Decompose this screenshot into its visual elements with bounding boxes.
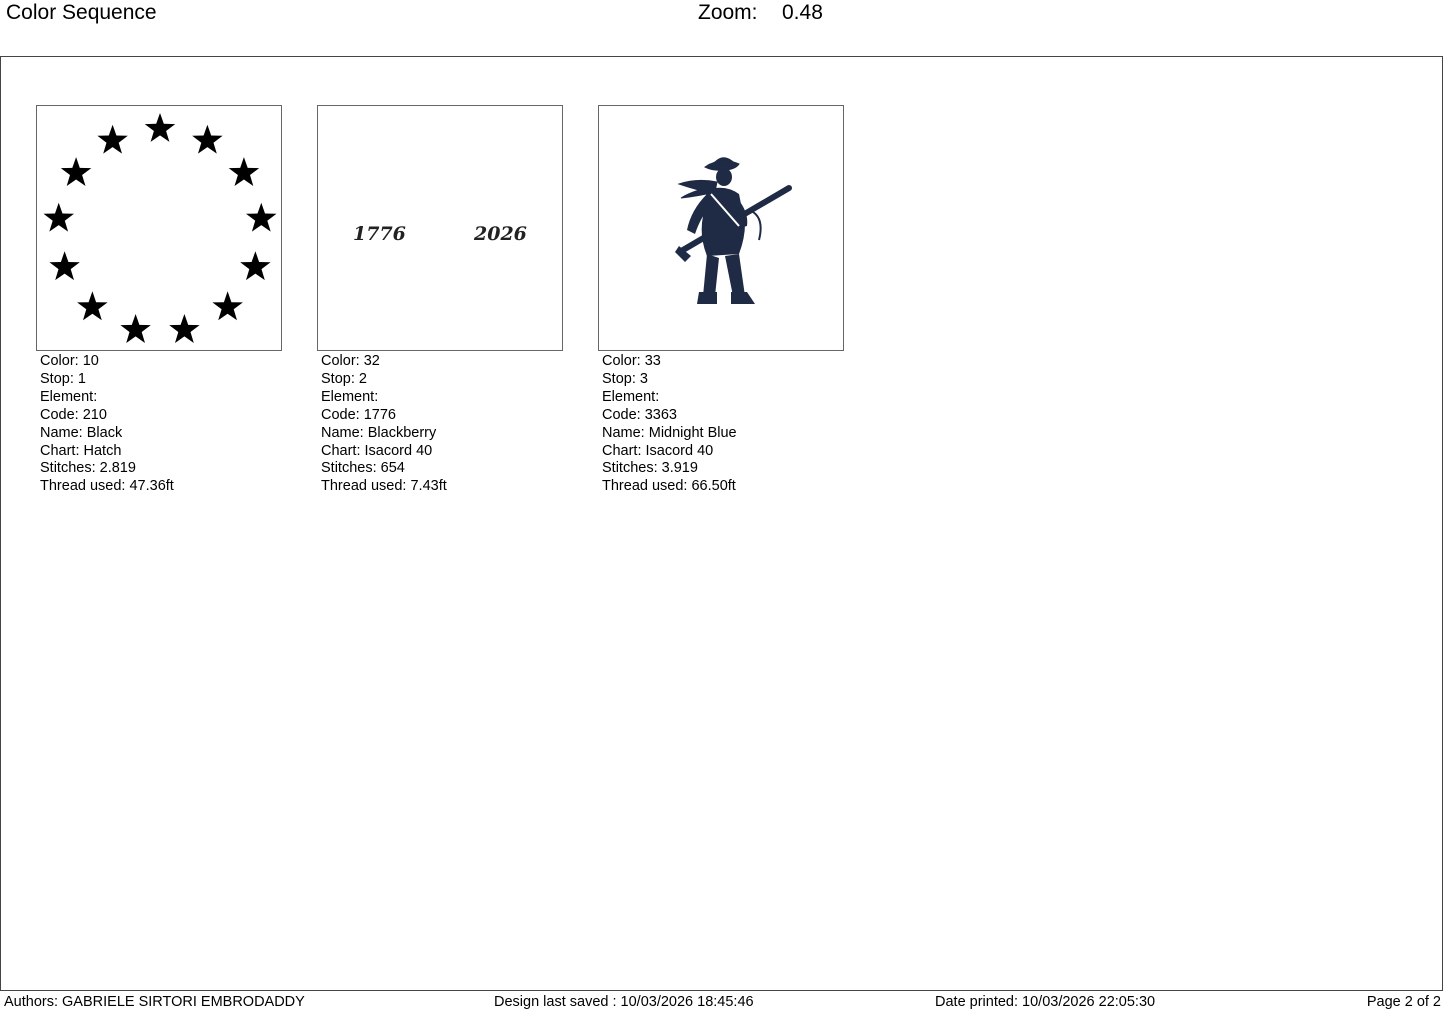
thread-code: Code: 210 <box>40 406 107 423</box>
thread-chart: Chart: Isacord 40 <box>321 442 433 459</box>
star-icon <box>61 157 92 186</box>
zoom-label: Zoom: <box>698 1 758 24</box>
thread-name: Name: Black <box>40 424 123 441</box>
star-icon <box>145 113 175 142</box>
stop-number: Stop: 1 <box>40 370 86 387</box>
color-info-3 <box>602 353 844 496</box>
color-card-1 <box>36 105 282 496</box>
footer-authors: Authors: GABRIELE SIRTORI EMBRODADDY <box>4 994 305 1010</box>
thread-name: Name: Midnight Blue <box>602 424 737 441</box>
element-label: Element: <box>321 388 379 405</box>
element-label: Element: <box>602 388 660 405</box>
color-number: Color: 10 <box>40 353 99 369</box>
color-info-2 <box>321 353 563 496</box>
star-icon <box>77 291 108 320</box>
color-preview-2 <box>317 105 563 351</box>
thread-name: Name: Blackberry <box>321 424 437 441</box>
stop-number: Stop: 3 <box>602 370 648 387</box>
page-title: Color Sequence <box>6 1 157 24</box>
star-icon <box>97 125 127 154</box>
color-number: Color: 32 <box>321 353 380 369</box>
color-number: Color: 33 <box>602 353 661 369</box>
color-info-1 <box>40 353 282 496</box>
star-icon <box>169 314 199 343</box>
thread-chart: Chart: Isacord 40 <box>602 442 714 459</box>
star-icon <box>240 251 270 280</box>
stop-number: Stop: 2 <box>321 370 367 387</box>
star-icon <box>246 203 277 232</box>
minuteman-soldier-icon <box>599 106 845 352</box>
stitch-count: Stitches: 2.819 <box>40 460 136 477</box>
thread-used: Thread used: 47.36ft <box>40 478 174 495</box>
years-text-icon <box>318 106 564 352</box>
stitch-count: Stitches: 654 <box>321 460 405 477</box>
star-circle-icon <box>37 106 283 352</box>
footer-page-number: Page 2 of 2 <box>1366 994 1441 1010</box>
thread-used: Thread used: 7.43ft <box>321 478 447 495</box>
star-icon <box>229 157 260 186</box>
star-icon <box>44 203 75 232</box>
star-icon <box>192 125 222 154</box>
color-preview-1 <box>36 105 282 351</box>
thread-used: Thread used: 66.50ft <box>602 478 736 495</box>
thread-code: Code: 1776 <box>321 406 396 423</box>
zoom-value: 0.48 <box>782 1 823 24</box>
thread-chart: Chart: Hatch <box>40 442 122 459</box>
color-preview-3 <box>598 105 844 351</box>
footer-date-printed: Date printed: 10/03/2026 22:05:30 <box>935 994 1156 1010</box>
star-icon <box>212 291 243 320</box>
year-1776-text: 1776 <box>353 223 406 245</box>
thread-code: Code: 3363 <box>602 406 677 423</box>
year-2026-text: 2026 <box>474 223 527 245</box>
color-card-2 <box>317 105 563 496</box>
star-icon <box>49 251 79 280</box>
footer-last-saved: Design last saved : 10/03/2026 18:45:46 <box>494 994 754 1010</box>
stitch-count: Stitches: 3.919 <box>602 460 698 477</box>
element-label: Element: <box>40 388 98 405</box>
color-card-3 <box>598 105 844 496</box>
star-icon <box>120 314 150 343</box>
